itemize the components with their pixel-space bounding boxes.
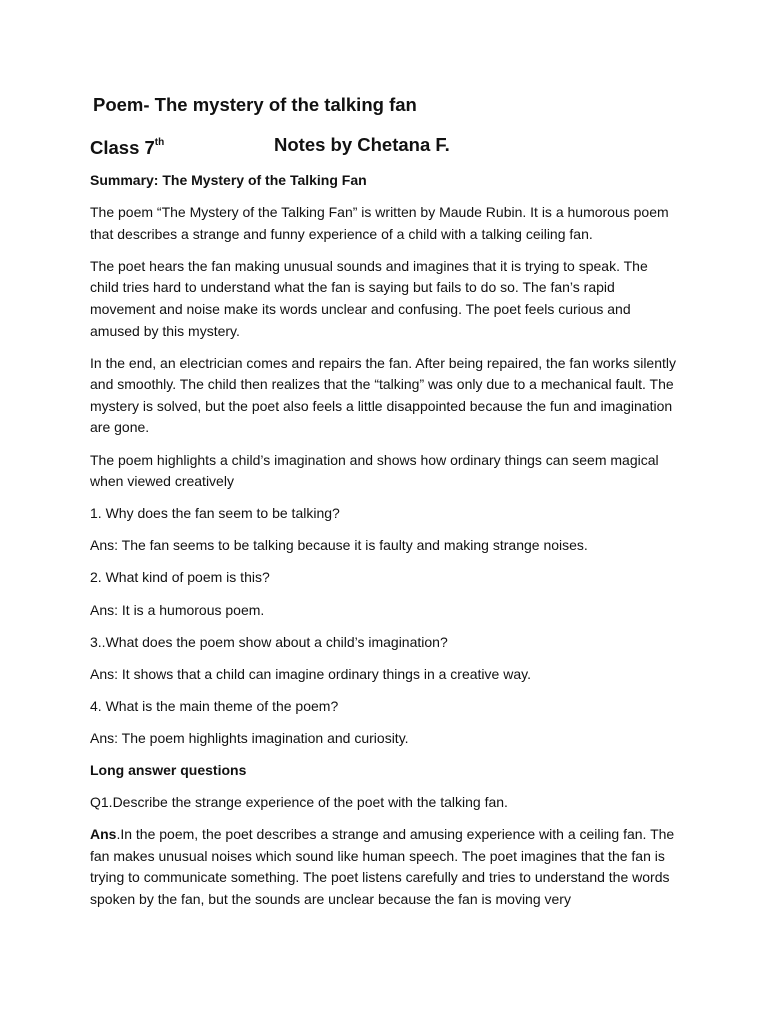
question-4: 4. What is the main theme of the poem? [90, 697, 339, 714]
answer-3: Ans: It shows that a child can imagine ordinary things in a creative way. [90, 665, 531, 682]
summary-paragraph-3: In the end, an electrician comes and repairs the fan. After being repaired, the fan works silently and smoothly. The child then realizes that the “talking” was only due to a mechanical fault. The mystery is solved, but the poet also feels a little disappointed because the fun and imagination are gone. [90, 354, 676, 436]
summary-paragraph-4: The poem highlights a child’s imagination and shows how ordinary things can seem magical when viewed creatively [90, 451, 659, 490]
class-superscript: th [154, 137, 165, 148]
answer-1: Ans: The fan seems to be talking because it is faulty and making strange noises. [90, 537, 588, 554]
long-question-1: Q1.Describe the strange experience of the poet with the talking fan. [90, 794, 508, 811]
summary-heading: Summary: The Mystery of the Talking Fan [90, 172, 367, 188]
class-text: Class 7 [90, 137, 155, 159]
notes-author: Notes by Chetana F. [274, 134, 450, 155]
summary-paragraph-2: The poet hears the fan making unusual sounds and imagines that it is trying to speak. The child tries hard to understand what the fan is saying but fails to do so. The fan’s rapid movement and noise make its words unclear and confusing. The poet feels curious and amused by this mystery. [90, 257, 648, 339]
class-label [90, 132, 274, 158]
long-answer-heading: Long answer questions [90, 761, 247, 778]
long-answer-prefix: Ans [90, 826, 117, 843]
page-title: Poem- The mystery of the talking fan [93, 94, 417, 115]
long-answer-text: .In the poem, the poet describes a strange and amusing experience with a ceiling fan. The fan makes unusual noises which sound like human speech. The poet imagines that the fan is trying to communicate something. The poet listens carefully and tries to understand the words spoken by the fan, but the sounds are unclear because the fan is moving very [90, 826, 675, 907]
document-body [90, 92, 680, 911]
question-2: 2. What kind of poem is this? [90, 569, 270, 586]
question-1: 1. Why does the fan seem to be talking? [90, 505, 340, 522]
class-and-author-line [90, 132, 680, 158]
answer-2: Ans: It is a humorous poem. [90, 601, 265, 618]
long-answer-1 [90, 824, 680, 910]
summary-paragraph-1: The poem “The Mystery of the Talking Fan” is written by Maude Rubin. It is a humorous poem that describes a strange and funny experience of a child with a talking ceiling fan. [90, 204, 669, 242]
answer-4: Ans: The poem highlights imagination and curiosity. [90, 729, 409, 746]
question-3: 3..What does the poem show about a child’s imagination? [90, 633, 448, 650]
